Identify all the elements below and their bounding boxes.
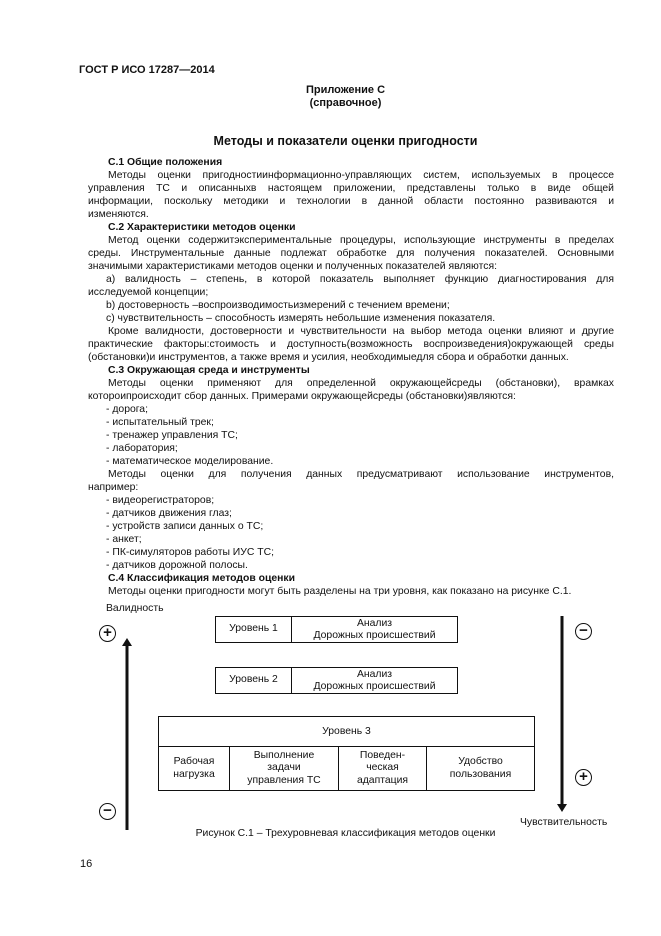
level1-box — [215, 616, 458, 643]
paragraph-line: информации, поскольку методики и технологии в данной области постоянно развиваются и — [88, 196, 614, 207]
plus-icon: + — [99, 625, 116, 642]
level3-cell-usability: Удобство пользования — [449, 756, 512, 780]
paragraph-line: изменяются. — [88, 209, 149, 220]
appendix-subtitle: (справочное) — [309, 97, 382, 109]
section-heading-c1: С.1 Общие положения — [108, 157, 223, 168]
appendix-title: Приложение С — [305, 84, 386, 96]
paragraph-line: среды. Инструментальные данные подлежат обработке для получения показателей. Основными — [88, 248, 614, 259]
level3-cell-adaptation: Поведен- ческая адаптация — [339, 747, 427, 790]
level3-cell-task: Выполнение задачи управления ТС — [230, 747, 339, 790]
paragraph-line: Методы оценки пригодности могут быть разделены на три уровня, как показано на рисунке С.1. — [108, 586, 572, 597]
list-item: - ПК-симуляторов работы ИУС ТС; — [106, 547, 275, 558]
paragraph-line: значимыми характеристиками методов оценки и полученных показателей являются: — [88, 261, 497, 272]
paragraph-line: практические факторы:стоимость и доступность(возможность воспроизведения)окружающей среды — [88, 339, 614, 350]
list-item: - лаборатория; — [106, 443, 178, 454]
page-number: 16 — [80, 858, 93, 870]
list-item: a) валидность – степень, в которой показатель выполняет функцию диагностирования для — [106, 274, 614, 285]
list-item: - математическое моделирование. — [106, 456, 274, 467]
paragraph-line: Методы оценки пригодностиинформационно-управляющих систем, используемых в процессе — [108, 170, 614, 181]
list-item: - тренажер управления ТС; — [106, 430, 238, 441]
paragraph-line: Методы оценки для получения данных предусматривают использование инструментов, — [108, 469, 614, 480]
paragraph-line: например: — [88, 482, 139, 493]
list-item: b) достоверность –воспроизводимостьизмерений с течением времени; — [106, 300, 450, 311]
plus-icon: + — [575, 769, 592, 786]
list-item: - видеорегистраторов; — [106, 495, 215, 506]
minus-icon: − — [99, 803, 116, 820]
level1-description — [292, 617, 457, 642]
figure-caption: Рисунок С.1 – Трехуровневая классификация методов оценки — [195, 828, 496, 839]
document-header: ГОСТ Р ИСО 17287—2014 — [79, 64, 215, 76]
level3-header — [158, 716, 535, 747]
level2-description — [292, 668, 457, 693]
paragraph-line: (обстановки)и инструментов, а также время и усилия, необходимыедля сбора и обработки данных. — [88, 352, 569, 363]
level3-cell-workload: Рабочая нагрузка — [159, 747, 230, 790]
level2-name: Уровень 2 — [216, 668, 292, 693]
level3-name: Уровень 3 — [322, 726, 371, 737]
list-item: - анкет; — [106, 534, 142, 545]
list-item: - датчиков движения глаз; — [106, 508, 232, 519]
level2-line2: Дорожных происшествий — [313, 680, 436, 692]
level1-line2: Дорожных происшествий — [313, 629, 436, 641]
minus-icon: − — [575, 623, 592, 640]
level1-name: Уровень 1 — [216, 617, 292, 642]
paragraph-line: котороипроисходит сбор данных. Примерами окружающейсреды (обстановки)являются: — [88, 391, 516, 402]
paragraph-line: Метод оценки содержитэкспериментальные процедуры, использующие инструменты в пределах — [108, 235, 614, 246]
page-title: Методы и показатели оценки пригодности — [213, 134, 478, 148]
level3-cells — [158, 746, 535, 791]
paragraph-line: Кроме валидности, достоверности и чувствительности на выбор метода оценки влияют и другие — [108, 326, 614, 337]
list-item: - датчиков дорожной полосы. — [106, 560, 248, 571]
list-item: - устройств записи данных о ТС; — [106, 521, 264, 532]
sensitivity-label: Чувствительность — [520, 817, 608, 828]
paragraph-line: Методы оценки применяют для определенной окружающейсреды (обстановки), врамках — [108, 378, 614, 389]
list-item: c) чувствительность – способность измерять небольшие изменения показателя. — [106, 313, 496, 324]
section-heading-c3: С.3 Окружающая среда и инструменты — [108, 365, 310, 376]
section-heading-c2: С.2 Характеристики методов оценки — [108, 222, 296, 233]
level2-box — [215, 667, 458, 694]
level2-line1: Анализ — [356, 669, 393, 680]
list-item: - испытательный трек; — [106, 417, 214, 428]
validity-label: Валидность — [106, 603, 164, 614]
section-heading-c4: С.4 Классификация методов оценки — [108, 573, 295, 584]
paragraph-line: исследуемой концепции; — [88, 287, 209, 298]
list-item: - дорога; — [106, 404, 148, 415]
level1-line1: Анализ — [356, 618, 393, 629]
paragraph-line: управления ТС и описанныхв настоящем приложении, представлены только в виде общей — [88, 183, 614, 194]
